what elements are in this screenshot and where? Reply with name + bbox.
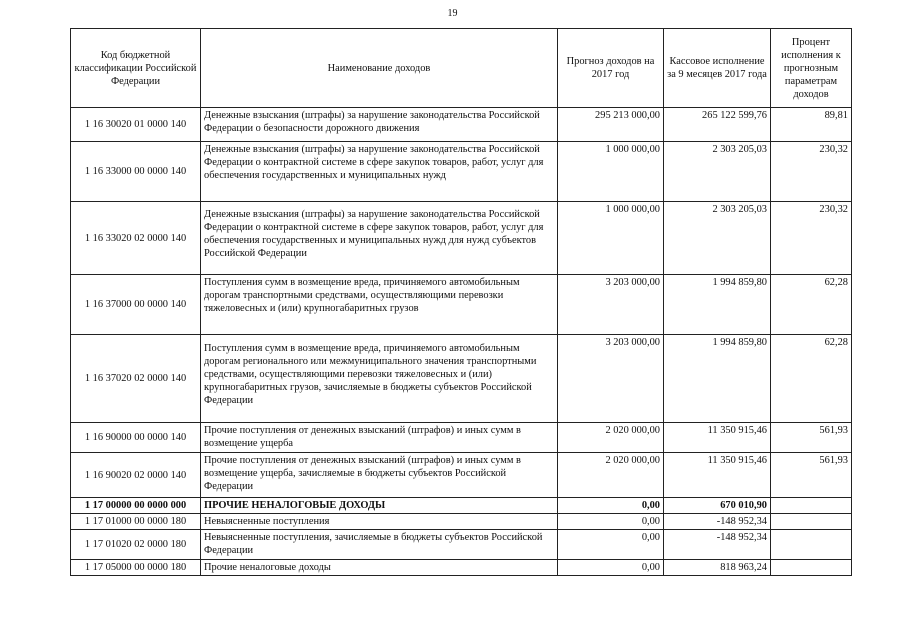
row-percent — [771, 530, 852, 560]
row-execution: 2 303 205,03 — [664, 202, 771, 275]
row-execution: -148 952,34 — [664, 530, 771, 560]
row-code: 1 16 90000 00 0000 140 — [71, 423, 201, 453]
header-code: Код бюджетной классификации Российской Федерации — [71, 29, 201, 108]
table-row — [71, 530, 852, 560]
table-row — [71, 453, 852, 498]
row-forecast: 295 213 000,00 — [558, 108, 664, 142]
table-row — [71, 108, 852, 142]
row-name: Прочие поступления от денежных взысканий (штрафов) и иных сумм в возмещение ущерба — [201, 423, 558, 453]
row-execution: 2 303 205,03 — [664, 142, 771, 202]
row-name: Прочие поступления от денежных взысканий (штрафов) и иных сумм в возмещение ущерба, зачисляемые в бюджеты субъектов Российской Федерации — [201, 453, 558, 498]
header-forecast: Прогноз доходов на 2017 год — [558, 29, 664, 108]
row-forecast: 2 020 000,00 — [558, 453, 664, 498]
row-code: 1 16 30020 01 0000 140 — [71, 108, 201, 142]
row-execution: 265 122 599,76 — [664, 108, 771, 142]
row-code: 1 17 05000 00 0000 180 — [71, 560, 201, 576]
header-execution: Кассовое исполнение за 9 месяцев 2017 года — [664, 29, 771, 108]
row-name: Прочие неналоговые доходы — [201, 560, 558, 576]
row-execution: 670 010,90 — [664, 498, 771, 514]
row-percent: 230,32 — [771, 142, 852, 202]
row-name: Денежные взыскания (штрафы) за нарушение законодательства Российской Федерации о контрактной системе в сфере закупок товаров, работ, услуг для обеспечения государственных и муниципальных нужд — [201, 142, 558, 202]
table-row — [71, 498, 852, 514]
table-row — [71, 335, 852, 423]
row-forecast: 0,00 — [558, 498, 664, 514]
row-forecast: 3 203 000,00 — [558, 335, 664, 423]
row-percent: 62,28 — [771, 335, 852, 423]
table-row — [71, 202, 852, 275]
row-code: 1 16 37000 00 0000 140 — [71, 275, 201, 335]
row-forecast: 0,00 — [558, 530, 664, 560]
row-execution: 11 350 915,46 — [664, 453, 771, 498]
row-percent: 561,93 — [771, 453, 852, 498]
row-percent — [771, 560, 852, 576]
row-name: Поступления сумм в возмещение вреда, причиняемого автомобильным дорогам транспортными средствами, осуществляющими перевозки тяжеловесных и (или) крупногабаритных грузов — [201, 275, 558, 335]
row-forecast: 1 000 000,00 — [558, 142, 664, 202]
row-name: Невыясненные поступления, зачисляемые в бюджеты субъектов Российской Федерации — [201, 530, 558, 560]
row-execution: 1 994 859,80 — [664, 275, 771, 335]
row-name: Невыясненные поступления — [201, 514, 558, 530]
table-row — [71, 514, 852, 530]
row-code: 1 16 90020 02 0000 140 — [71, 453, 201, 498]
row-name: ПРОЧИЕ НЕНАЛОГОВЫЕ ДОХОДЫ — [201, 498, 558, 514]
table-row — [71, 423, 852, 453]
row-code: 1 16 33000 00 0000 140 — [71, 142, 201, 202]
header-name: Наименование доходов — [201, 29, 558, 108]
row-percent: 561,93 — [771, 423, 852, 453]
row-code: 1 16 33020 02 0000 140 — [71, 202, 201, 275]
row-percent — [771, 514, 852, 530]
revenue-table — [70, 28, 852, 576]
table-row — [71, 142, 852, 202]
table-row — [71, 560, 852, 576]
table-header-row — [71, 29, 852, 108]
row-forecast: 0,00 — [558, 514, 664, 530]
row-code: 1 17 01020 02 0000 180 — [71, 530, 201, 560]
table-row — [71, 275, 852, 335]
row-percent — [771, 498, 852, 514]
row-execution: 11 350 915,46 — [664, 423, 771, 453]
row-code: 1 16 37020 02 0000 140 — [71, 335, 201, 423]
row-code: 1 17 01000 00 0000 180 — [71, 514, 201, 530]
row-execution: -148 952,34 — [664, 514, 771, 530]
row-forecast: 0,00 — [558, 560, 664, 576]
row-forecast: 3 203 000,00 — [558, 275, 664, 335]
row-execution: 1 994 859,80 — [664, 335, 771, 423]
row-forecast: 2 020 000,00 — [558, 423, 664, 453]
row-name: Денежные взыскания (штрафы) за нарушение законодательства Российской Федерации о контрактной системе в сфере закупок товаров, работ, услуг для обеспечения государственных и муниципальных нужд для нужд субъектов Российской Федерации — [201, 202, 558, 275]
page-number: 19 — [447, 8, 458, 19]
row-percent: 62,28 — [771, 275, 852, 335]
row-percent: 89,81 — [771, 108, 852, 142]
header-percent: Процент исполнения к прогнозным параметрам доходов — [771, 29, 852, 108]
row-name: Поступления сумм в возмещение вреда, причиняемого автомобильным дорогам регионального или межмуниципального значения транспортными средствами, осуществляющими перевозки тяжеловесных и (или) крупногабаритных грузов, зачисляемые в бюджеты субъектов Российской Федерации — [201, 335, 558, 423]
row-execution: 818 963,24 — [664, 560, 771, 576]
row-name: Денежные взыскания (штрафы) за нарушение законодательства Российской Федерации о безопасности дорожного движения — [201, 108, 558, 142]
row-code: 1 17 00000 00 0000 000 — [71, 498, 201, 514]
row-forecast: 1 000 000,00 — [558, 202, 664, 275]
row-percent: 230,32 — [771, 202, 852, 275]
